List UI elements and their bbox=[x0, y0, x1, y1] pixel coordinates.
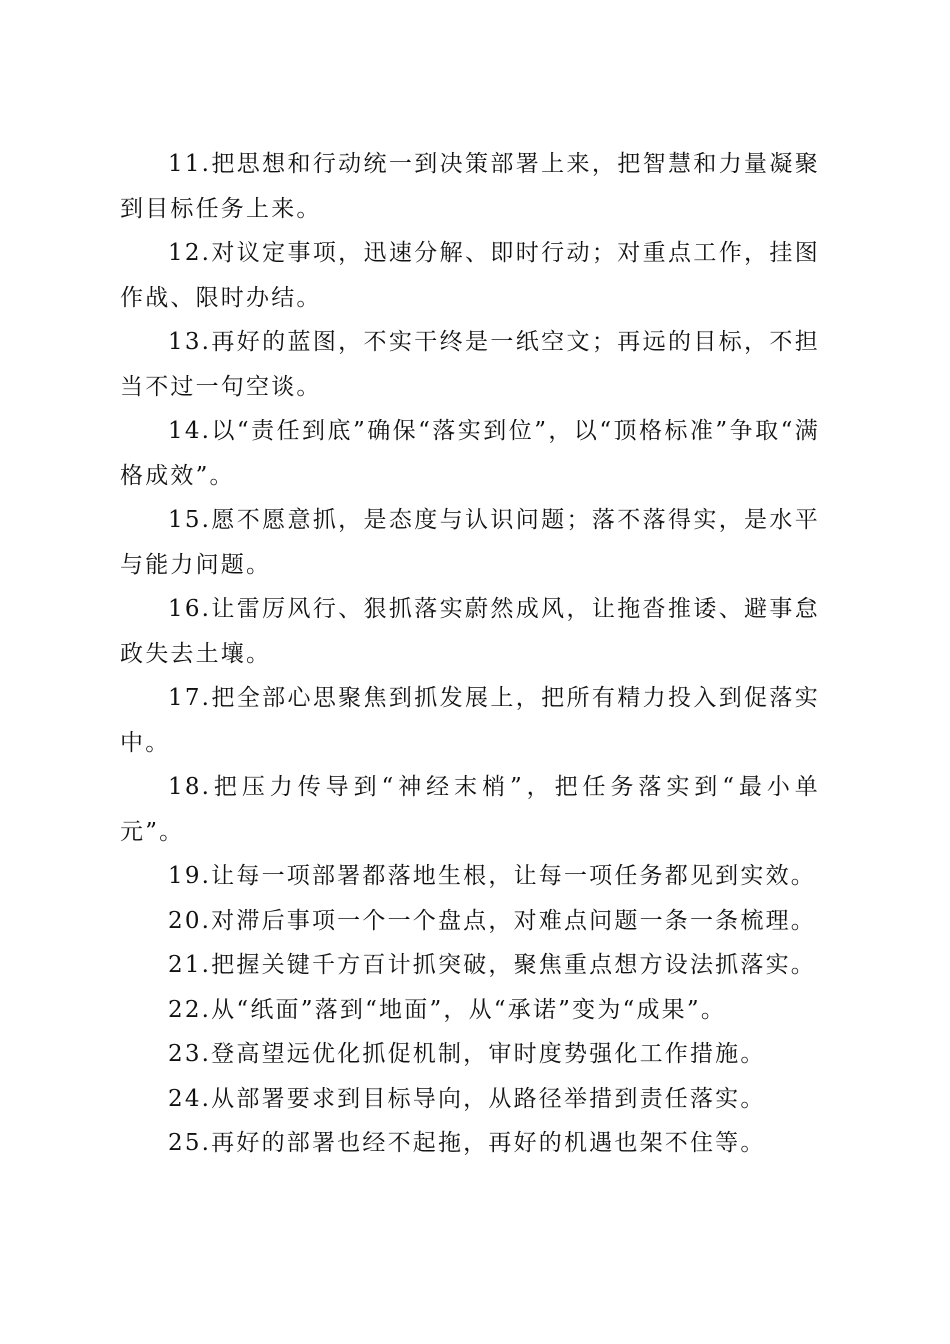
list-item-25: 25.再好的部署也经不起拖，再好的机遇也架不住等。 bbox=[168, 1130, 766, 1156]
list-item-13: 13.再好的蓝图，不实干终是一纸空文；再远的目标，不担当不过一句空谈。 bbox=[120, 329, 820, 400]
list-item-18: 18.把压力传导到“神经末梢”，把任务落实到“最小单元”。 bbox=[120, 774, 820, 845]
list-item-21: 21.把握关键千方百计抓突破，聚焦重点想方设法抓落实。 bbox=[168, 952, 816, 978]
list-item-20: 20.对滞后事项一个一个盘点，对难点问题一条一条梳理。 bbox=[168, 907, 816, 934]
list-item-14: 14.以“责任到底”确保“落实到位”，以“顶格标准”争取“满格成效”。 bbox=[120, 418, 820, 489]
list-item-19: 19.让每一项部署都落地生根，让每一项任务都见到实效。 bbox=[168, 863, 816, 889]
list-item-22: 22.从“纸面”落到“地面”，从“承诺”变为“成果”。 bbox=[168, 996, 727, 1023]
document-body bbox=[120, 142, 820, 1166]
list-item-23: 23.登高望远优化抓促机制，审时度势强化工作措施。 bbox=[168, 1041, 766, 1067]
list-item-11: 11.把思想和行动统一到决策部署上来，把智慧和力量凝聚到目标任务上来。 bbox=[120, 151, 820, 222]
list-item-17: 17.把全部心思聚焦到抓发展上，把所有精力投入到促落实中。 bbox=[120, 685, 820, 756]
list-item-24: 24.从部署要求到目标导向，从路径举措到责任落实。 bbox=[168, 1085, 766, 1112]
list-item-12: 12.对议定事项，迅速分解、即时行动；对重点工作，挂图作战、限时办结。 bbox=[120, 240, 820, 311]
list-item-15: 15.愿不愿意抓，是态度与认识问题；落不落得实，是水平与能力问题。 bbox=[120, 507, 820, 578]
list-item-16: 16.让雷厉风行、狠抓落实蔚然成风，让拖沓推诿、避事怠政失去土壤。 bbox=[120, 596, 820, 667]
